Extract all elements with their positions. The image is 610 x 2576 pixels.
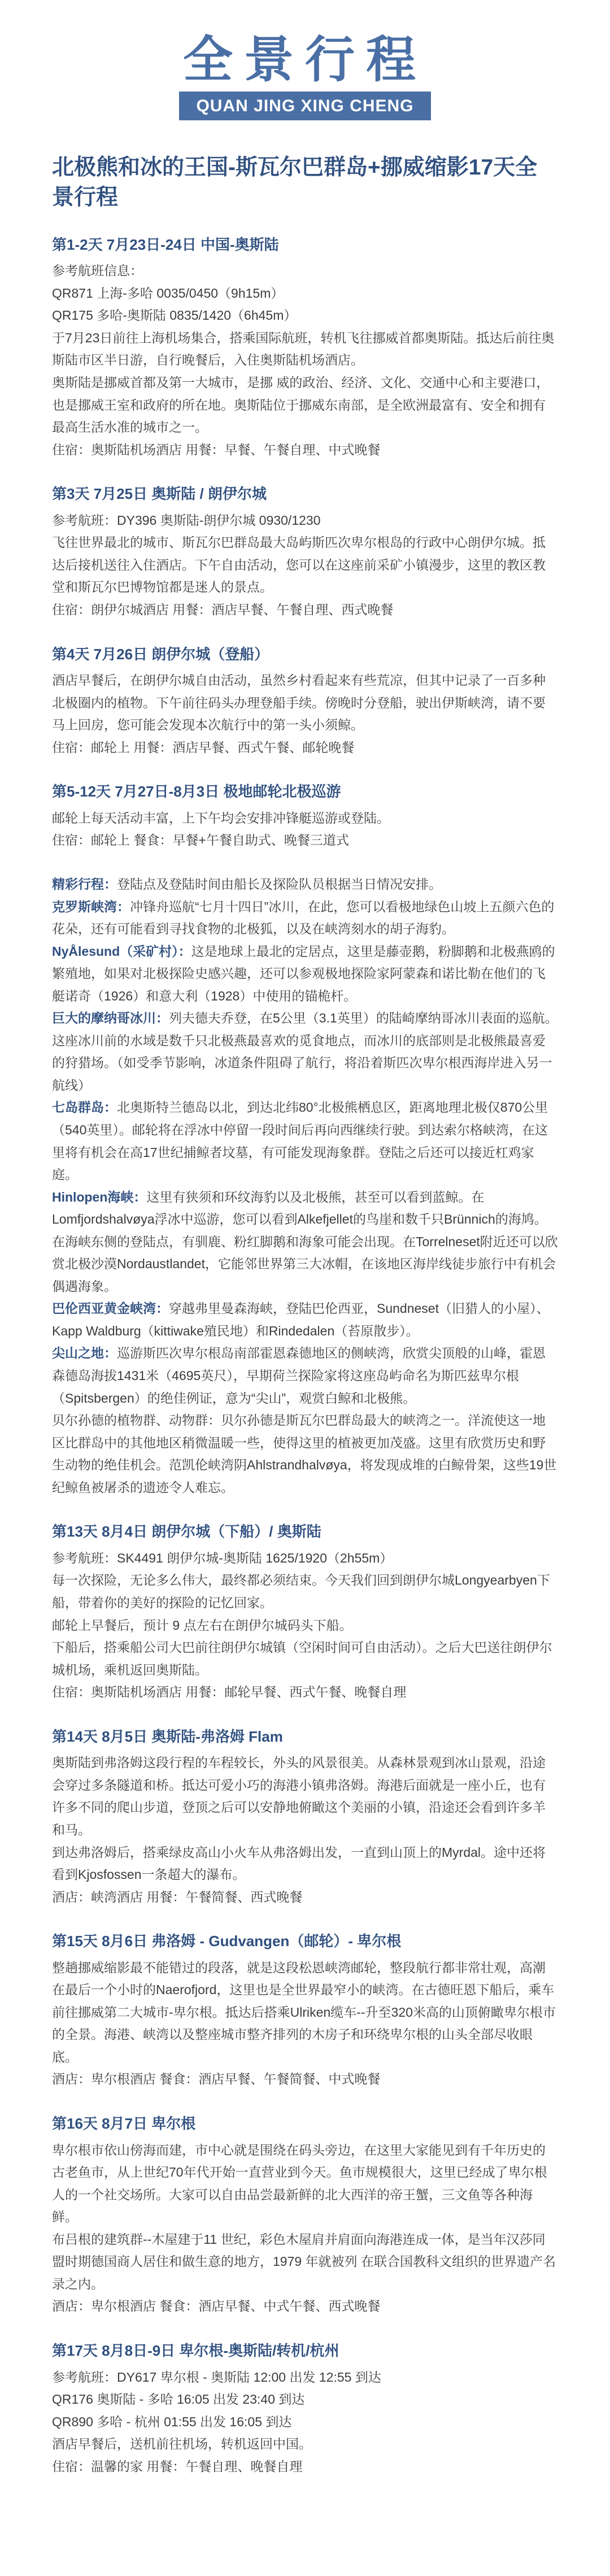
day-line: QR871 上海-多哈 0035/0450（9h15m） [52,285,284,301]
day-line: 酒店：卑尔根酒店 餐食：酒店早餐、中式午餐、西式晚餐 [52,2299,381,2314]
highlight-item [52,1342,558,1409]
highlight-item [52,1186,558,1298]
day-line: 每一次探险，无论多么伟大，最终都必须结束。今天我们回到朗伊尔城Longyearbyen下船，带着你的美好的探险的记忆回家。 [52,1573,550,1610]
day-title: 第1-2天 7月23日-24日 中国-奥斯陆 [52,236,279,253]
highlights-section [52,873,558,1520]
day-line: 参考航班：DY396 奥斯陆-朗伊尔城 0930/1230 [52,512,321,528]
day-line: 于7月23日前往上海机场集合，搭乘国际航班，转机飞往挪威首都奥斯陆。抵达后前往奥斯陆市区半日游，自行晚餐后，入住奥斯陆机场酒店。 [52,330,555,368]
day-line: 下船后，搭乘船公司大巴前往朗伊尔城镇（空闲时间可自由活动）。之后大巴送往朗伊尔城机场，乘机返回奥斯陆。 [52,1640,552,1677]
highlights-intro [52,873,558,896]
day-line: 住宿：温馨的家 用餐：午餐自理、晚餐自理 [52,2458,303,2474]
day-line: 到达弗洛姆后，搭乘绿皮高山小火车从弗洛姆出发，一直到山顶上的Myrdal。途中还将看到Kjosfossen一条超大的瀑布。 [52,1844,546,1882]
highlight-item [52,896,558,941]
day-line: 住宿：邮轮上 用餐：酒店早餐、西式午餐、邮轮晚餐 [52,739,355,755]
highlight-text: 贝尔孙德的植物群、动物群：贝尔孙德是斯瓦尔巴群岛最大的峡湾之一。洋流使这一地区比群岛中的其他地区稍微温暖一些，使得这里的植被更加茂盛。这里有欣赏历史和野生动物的绝佳机会。范凯伦峡湾阴Ahlstrandhalvøya，将发现成堆的白鲸骨架，这些19世纪鲸鱼被屠杀的遗迹令人难忘。 [52,1413,557,1495]
day-line: 住宿：奥斯陆机场酒店 用餐：邮轮早餐、西式午餐、晚餐自理 [52,1685,407,1700]
day-line: 卑尔根市依山傍海而建，市中心就是围绕在码头旁边，在这里大家能见到有千年历史的古老鱼市，从上世纪70年代开始一直营业到今天。鱼市规模很大，这里已经成了卑尔根人的一个社交场所。大家可以自由品尝最新鲜的北大西洋的帝王蟹，三文鱼等各种海鲜。 [52,2142,547,2225]
day-section [52,643,558,781]
day-line: 邮轮上早餐后，预计 9 点左右在朗伊尔城码头下船。 [52,1617,352,1633]
day-line: 酒店：卑尔根酒店 餐食：酒店早餐、午餐简餐、中式晚餐 [52,2072,381,2087]
day-section [52,1520,558,1725]
day-title: 第3天 7月25日 奥斯陆 / 朗伊尔城 [52,485,267,503]
highlight-name: 克罗斯峡湾： [52,899,130,914]
day-title: 第17天 8月8日-9日 卑尔根-奥斯陆/转机/杭州 [52,2342,339,2359]
day-section [52,1725,558,1930]
highlight-item [52,1007,558,1096]
day-title: 第14天 8月5日 奥斯陆-弗洛姆 Flam [52,1728,283,1745]
highlight-item [52,1298,558,1342]
day-title: 第16天 8月7日 卑尔根 [52,2115,196,2133]
highlight-name: 巨大的摩纳哥冰川： [52,1011,169,1026]
itinerary-content [52,233,558,2500]
day-title: 第4天 7月26日 朗伊尔城（登船） [52,645,269,663]
day-section [52,233,558,483]
day-line: 邮轮上每天活动丰富，上下午均会安排冲锋艇巡游或登陆。 [52,810,390,825]
day-line: 奥斯陆到弗洛姆这段行程的车程较长，外头的风景很美。从森林景观到冰山景观，沿途会穿过多条隧道和桥。抵达可爱小巧的海港小镇弗洛姆。海港后面就是一座小丘，也有许多不同的爬山步道，登顶之后可以安静地俯瞰这个美丽的小镇，沿途还会看到许多羊和马。 [52,1755,546,1837]
day-line: 整趟挪威缩影最不能错过的段落，就是这段松恩峡湾邮轮，整段航行都非常壮观，高潮在最后一个小时的Naerofjord，这里也是全世界最窄小的峡湾。在古德旺恩下船后，乘车前往挪威第二大城市-卑尔根。抵达后搭乘Ulriken缆车--升至320米高的山顶俯瞰卑尔根市的全景。海港、峡湾以及整座城市整齐排列的木房子和环绕卑尔根的山头全部尽收眼底。 [52,1960,556,2064]
highlights-label: 精彩行程： [52,876,117,891]
day-line: 参考航班信息： [52,263,143,279]
highlight-name: 尖山之地： [52,1346,117,1361]
day-line: 飞往世界最北的城市、斯瓦尔巴群岛最大岛屿斯匹次卑尔根岛的行政中心朗伊尔城。抵达后接机送往入住酒店。下午自由活动，您可以在这座前采矿小镇漫步，这里的教区教堂和斯瓦尔巴博物馆都是迷人的景点。 [52,535,546,595]
day-line: 参考航班：SK4491 朗伊尔城-奥斯陆 1625/1920（2h55m） [52,1550,393,1565]
highlight-text: 这里有狭须和环纹海豹以及北极熊，甚至可以看到蓝鲸。在Lomfjordshalvøya浮冰中巡游，您可以看到Alkefjellet的鸟崖和数千只Brünnich的海鸠。在海峡东侧的登陆点，有驯鹿、粉红脚鹅和海象可能会出现。在Torrelneset附近还可以欣赏北极沙漠Nordaustlandet，它能邻世界第三大冰帽，在该地区海岸线徒步旅行中有机会偶遇海象。 [52,1189,558,1294]
day-section [52,1930,558,2112]
day-section [52,482,558,642]
day-line: QR890 多哈 - 杭州 01:55 出发 16:05 到达 [52,2414,292,2429]
day-line: 住宿：朗伊尔城酒店 用餐：酒店早餐、午餐自理、西式晚餐 [52,602,394,617]
highlight-text: 穿越弗里曼森海峡，登陆巴伦西亚，Sundneset（旧猎人的小屋）、Kapp Waldburg（kittiwake殖民地）和Rindedalen（苔原散步）。 [52,1301,550,1338]
day-title: 第5-12天 7月27日-8月3日 极地邮轮北极巡游 [52,783,341,800]
highlight-item [52,941,558,1008]
day-line: 住宿：邮轮上 餐食：早餐+午餐自助式、晚餐三道式 [52,833,349,848]
day-section [52,2339,558,2499]
day-section [52,2112,558,2339]
highlight-item [52,1096,558,1186]
day-title: 第13天 8月4日 朗伊尔城（下船）/ 奥斯陆 [52,1523,321,1541]
day-line: 奥斯陆是挪威首都及第一大城市，是挪 威的政治、经济、文化、交通中心和主要港口，也是挪威王室和政府的所在地。奥斯陆位于挪威东南部，是全欧洲最富有、安全和拥有最高生活水准的城市之一。 [52,375,550,435]
highlight-text: 冲锋舟巡航“七月十四日”冰川，在此，您可以看极地绿色山坡上五颜六色的花朵，还有可能看到寻找食物的北极狐，以及在峡湾刻水的胡子海豹。 [52,899,555,937]
highlight-text: 巡游斯匹次卑尔根岛南部霍恩森德地区的侧峡湾，欣赏尖顶般的山峰，霍恩森德岛海拔1431米（4695英尺），早期荷兰探险家将这座岛屿命名为斯匹兹卑尔根（Spitsbergen）的绝佳例证，意为“尖山”，观赏白鲸和北极熊。 [52,1346,546,1406]
brand-header [0,0,610,120]
day-line: 布吕根的建筑群--木屋建于11 世纪，彩色木屋肩并肩面向海港连成一体，是当年汉莎同盟时期德国商人居住和做生意的地方，1979 年就被列 在联合国教科文组织的世界遗产名录之内。 [52,2231,556,2291]
highlight-name: 七岛群岛： [52,1100,117,1115]
highlight-text: 北奥斯特兰德岛以北，到达北纬80°北极熊栖息区，距离地理北极仅870公里（540英里）。邮轮将在浮冰中停留一段时间后再向西继续行驶。到达索尔格峡湾，在这里将有机会在高17世纪捕鲸者坟墓，有可能发现海象群。登陆之后还可以接近杠鸡家庭。 [52,1100,548,1182]
highlight-item [52,1409,558,1499]
highlight-text: 列夫德夫乔登，在5公里（3.1英里）的陆崎摩纳哥冰川表面的巡航。这座冰川前的水域是数千只北极燕最喜欢的觅食地点，而冰川的底部则是北极熊最喜爱的狩猎场。（如受季节影响，冰道条件阻碍了航行，将沿着斯匹次卑尔根西海岸进入另一航线） [52,1011,558,1093]
day-line: 酒店早餐后，送机前往机场，转机返回中国。 [52,2436,312,2452]
highlight-text: 这是地球上最北的定居点，这里是藤壶鹅，粉脚鹅和北极燕鸥的繁殖地，如果对北极探险史感兴趣，还可以参观极地探险家阿蒙森和诺比勒在他们的飞艇诺奇（1926）和意大利（1928）中使用的锚桅杆。 [52,943,555,1003]
day-line: 参考航班：DY617 卑尔根 - 奥斯陆 12:00 出发 12:55 到达 [52,2369,381,2384]
day-line: QR175 多哈-奥斯陆 0835/1420（6h45m） [52,308,297,323]
days-section-2 [52,1520,558,2499]
day-line: 酒店：峡湾酒店 用餐：午餐简餐、西式晚餐 [52,1889,303,1904]
brand-subtitle: QUAN JING XING CHENG [179,92,430,120]
day-line: 住宿：奥斯陆机场酒店 用餐：早餐、午餐自理、中式晚餐 [52,442,381,457]
brand-title: 全景行程 [182,31,427,89]
day-line: 酒店早餐后，在朗伊尔城自由活动，虽然乡村看起来有些荒凉，但其中记录了一百多种北极圈内的植物。下午前往码头办理登船手续。傍晚时分登船，驶出伊斯峡湾，请不要马上回房，您可能会发现本次航行中的第一头小须鲸。 [52,673,546,733]
day-section [52,780,558,873]
page-title: 北极熊和冰的王国-斯瓦尔巴群岛+挪威缩影17天全景行程 [52,155,538,210]
day-title: 第15天 8月6日 弗洛姆 - Gudvangen（邮轮）- 卑尔根 [52,1933,402,1950]
days-section-1 [52,233,558,873]
highlight-name: NyÅlesund（采矿村）： [52,943,191,959]
highlights-intro-text: 登陆点及登陆时间由船长及探险队员根据当日情况安排。 [117,876,442,891]
highlight-name: Hinlopen海峡： [52,1189,147,1204]
day-line: QR176 奥斯陆 - 多哈 16:05 出发 23:40 到达 [52,2392,305,2407]
highlight-name: 巴伦西亚黄金峡湾： [52,1301,169,1316]
